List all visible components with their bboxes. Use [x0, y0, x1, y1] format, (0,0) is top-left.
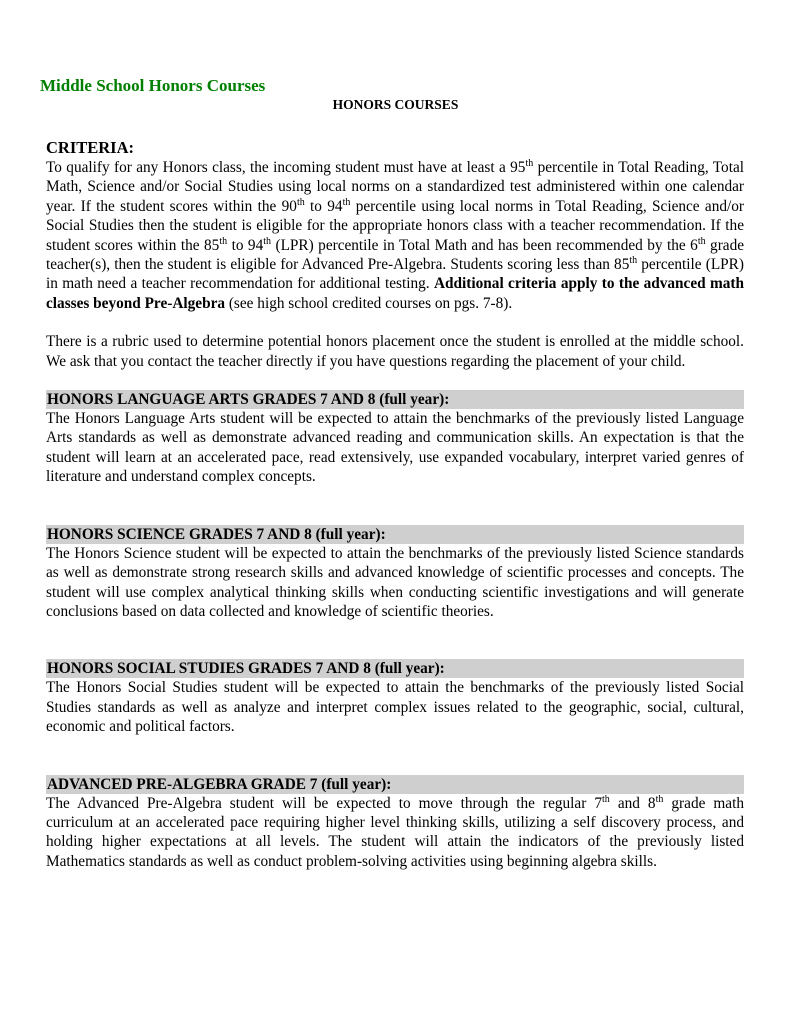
section-advanced-pre-algebra: [46, 775, 744, 872]
document-body: [46, 138, 744, 871]
section-heading: ADVANCED PRE-ALGEBRA GRADE 7 (full year):: [46, 775, 744, 794]
section-text: The Honors Language Arts student will be expected to attain the benchmarks of the previously listed Language Arts standards as well as demonstrate advanced reading and communication skills. An expectation is that the student will learn at an accelerated pace, read extensively, use expanded vocabulary, interpret varied genres of literature and understand complex concepts.: [46, 410, 744, 486]
section-science: [46, 525, 744, 622]
section-text: The Honors Science student will be expected to attain the benchmarks of the previously listed Science standards as well as demonstrate strong research skills and advanced knowledge of scientific processes and concepts. The student will use complex analytical thinking skills when conducting scientific investigations and will generate conclusions based on data collected and knowledge of scientific theories.: [46, 544, 744, 620]
document-title: Middle School Honors Courses: [40, 76, 266, 95]
section-social-studies: [46, 659, 744, 736]
section-heading: HONORS LANGUAGE ARTS GRADES 7 AND 8 (full year):: [46, 390, 744, 409]
criteria-paragraph: To qualify for any Honors class, the incoming student must have at least a 95th percentile in Total Reading, Total Math, Science and/or Social Studies using local norms on a standardized test administered within one calendar year. If the student scores within the 90th to 94th percentile using local norms in Total Reading, Science and/or Social Studies then the student is eligible for the appropriate honors class with a teacher recommendation. If the student scores within the 85th to 94th (LPR) percentile in Total Math and has been recommended by the 6th grade teacher(s), then the student is eligible for Advanced Pre-Algebra. Students scoring less than 85th percentile (LPR) in math need a teacher recommendation for additional testing. Additional criteria apply to the advanced math classes beyond Pre-Algebra (see high school credited courses on pgs. 7-8).: [46, 158, 745, 312]
rubric-paragraph: There is a rubric used to determine potential honors placement once the student is enrolled at the middle school. We ask that you contact the teacher directly if you have questions regarding the placement of your child.: [46, 333, 744, 370]
section-language-arts: [46, 390, 744, 487]
document-subtitle: HONORS COURSES: [332, 97, 459, 112]
section-heading: HONORS SOCIAL STUDIES GRADES 7 AND 8 (full year):: [46, 659, 744, 678]
section-text: The Honors Social Studies student will be expected to attain the benchmarks of the previously listed Social Studies standards as well as analyze and interpret complex issues related to the geographic, social, cultural, economic and political factors.: [46, 679, 744, 736]
criteria-heading: CRITERIA:: [46, 138, 135, 157]
section-heading: HONORS SCIENCE GRADES 7 AND 8 (full year):: [46, 525, 744, 544]
section-text: The Advanced Pre-Algebra student will be expected to move through the regular 7th and 8th grade math curriculum at an accelerated pace requiring higher level thinking skills, utilizing a self discovery process, and holding higher expectations at all levels. The student will attain the indicators of the previously listed Mathematics standards as well as conduct problem-solving activities using beginning algebra skills.: [46, 793, 744, 870]
